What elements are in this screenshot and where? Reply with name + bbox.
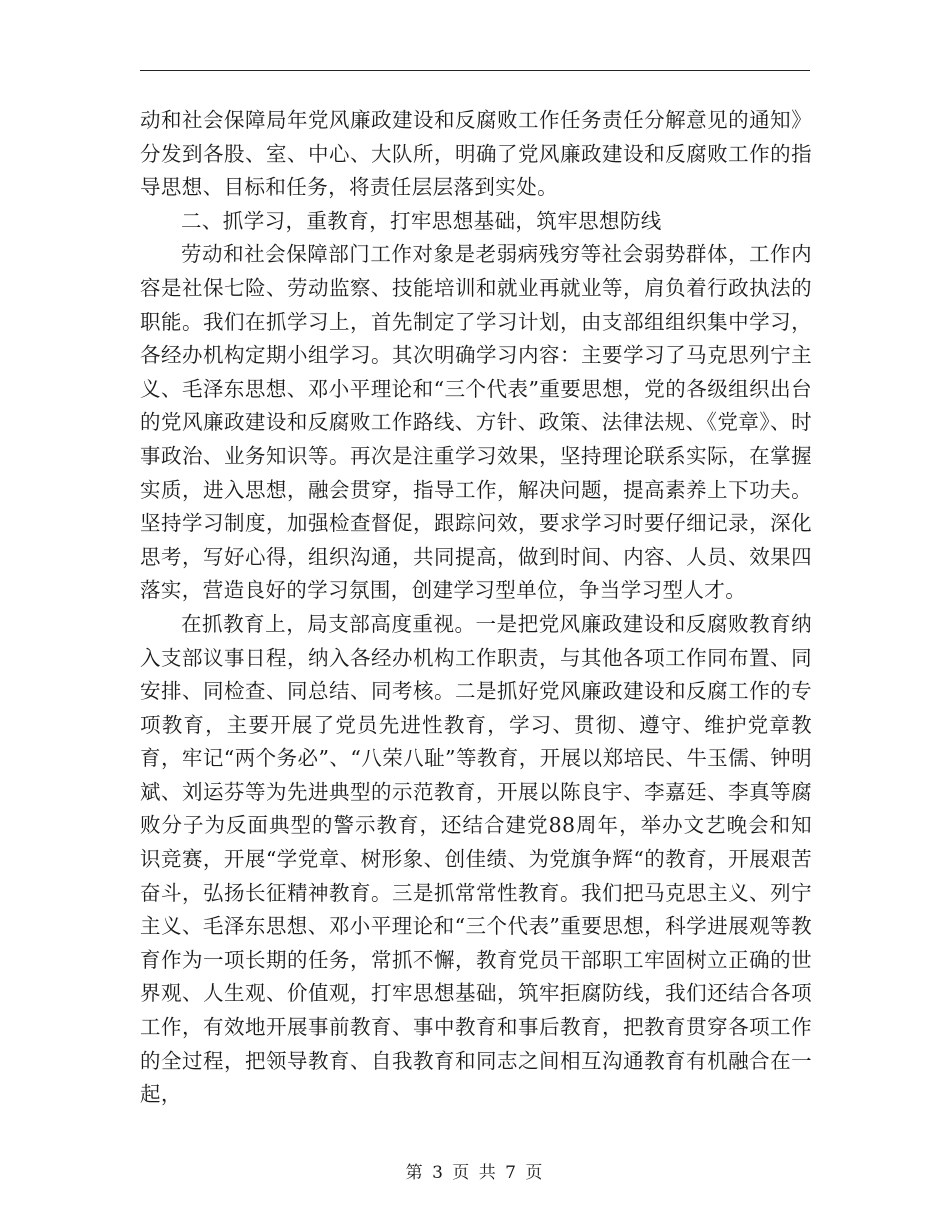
paragraph-4: 在抓教育上，局支部高度重视。一是把党风廉政建设和反腐败教育纳入支部议事日程，纳入各经办机构工作职责，与其他各项工作同布置、同安排、同检查、同总结、同考核。二是抓好党风廉政建设和反腐工作的专项教育，主要开展了党员先进性教育，学习、贯彻、遵守、维护党章教育，牢记“两个务必”、“八荣八耻”等教育，开展以郑培民、牛玉儒、钟明斌、刘运芬等为先进典型的示范教育，开展以陈良宇、李嘉廷、李真等腐败分子为反面典型的警示教育，还结合建党88周年，举办文艺晚会和知识竞赛，开展“学党章、树形象、创佳绩、为党旗争辉“的教育，开展艰苦奋斗，弘扬长征精神教育。三是抓常常性教育。我们把马克思主义、列宁主义、毛泽东思想、邓小平理论和“三个代表”重要思想，科学进展观等教育作为一项长期的任务，常抓不懈，教育党员干部职工牢固树立正确的世界观、人生观、价值观，打牢思想基础，筑牢拒腐防线，我们还结合各项工作，有效地开展事前教育、事中教育和事后教育，把教育贯穿各项工作的全过程，把领导教育、自我教育和同志之间相互沟通教育有机融合在一起，	[140, 611, 812, 1107]
header-rule	[140, 70, 810, 71]
paragraph-3: 劳动和社会保障部门工作对象是老弱病残穷等社会弱势群体，工作内容是社保七险、劳动监察、技能培训和就业再就业等，肩负着行政执法的职能。我们在抓学习上，首先制定了学习计划，由支部组组织集中学习，各经办机构定期小组学习。其次明确学习内容：主要学习了马克思列宁主义、毛泽东思想、邓小平理论和“三个代表”重要思想，党的各级组织出台的党风廉政建设和反腐败工作路线、方针、政策、法律法规、《党章》、时事政治、业务知识等。再次是注重学习效果，坚持理论联系实际，在掌握实质，进入思想，融会贯穿，指导工作，解决问题，提高素养上下功夫。坚持学习制度，加强检查督促，跟踪问效，要求学习时要仔细记录，深化思考，写好心得，组织沟通，共同提高，做到时间、内容、人员、效果四落实，营造良好的学习氛围，创建学习型单位，争当学习型人才。	[140, 242, 812, 603]
section-heading: 二、抓学习，重教育，打牢思想基础，筑牢思想防线	[181, 208, 662, 233]
paragraph-1: 动和社会保障局年党风廉政建设和反腐败工作任务责任分解意见的通知》分发到各股、室、中心、大队所，明确了党风廉政建设和反腐败工作的指导思想、目标和任务，将责任层层落到实处。	[140, 108, 812, 200]
document-body	[140, 104, 812, 1112]
page-number: 第 3 页 共 7 页	[405, 1163, 545, 1183]
